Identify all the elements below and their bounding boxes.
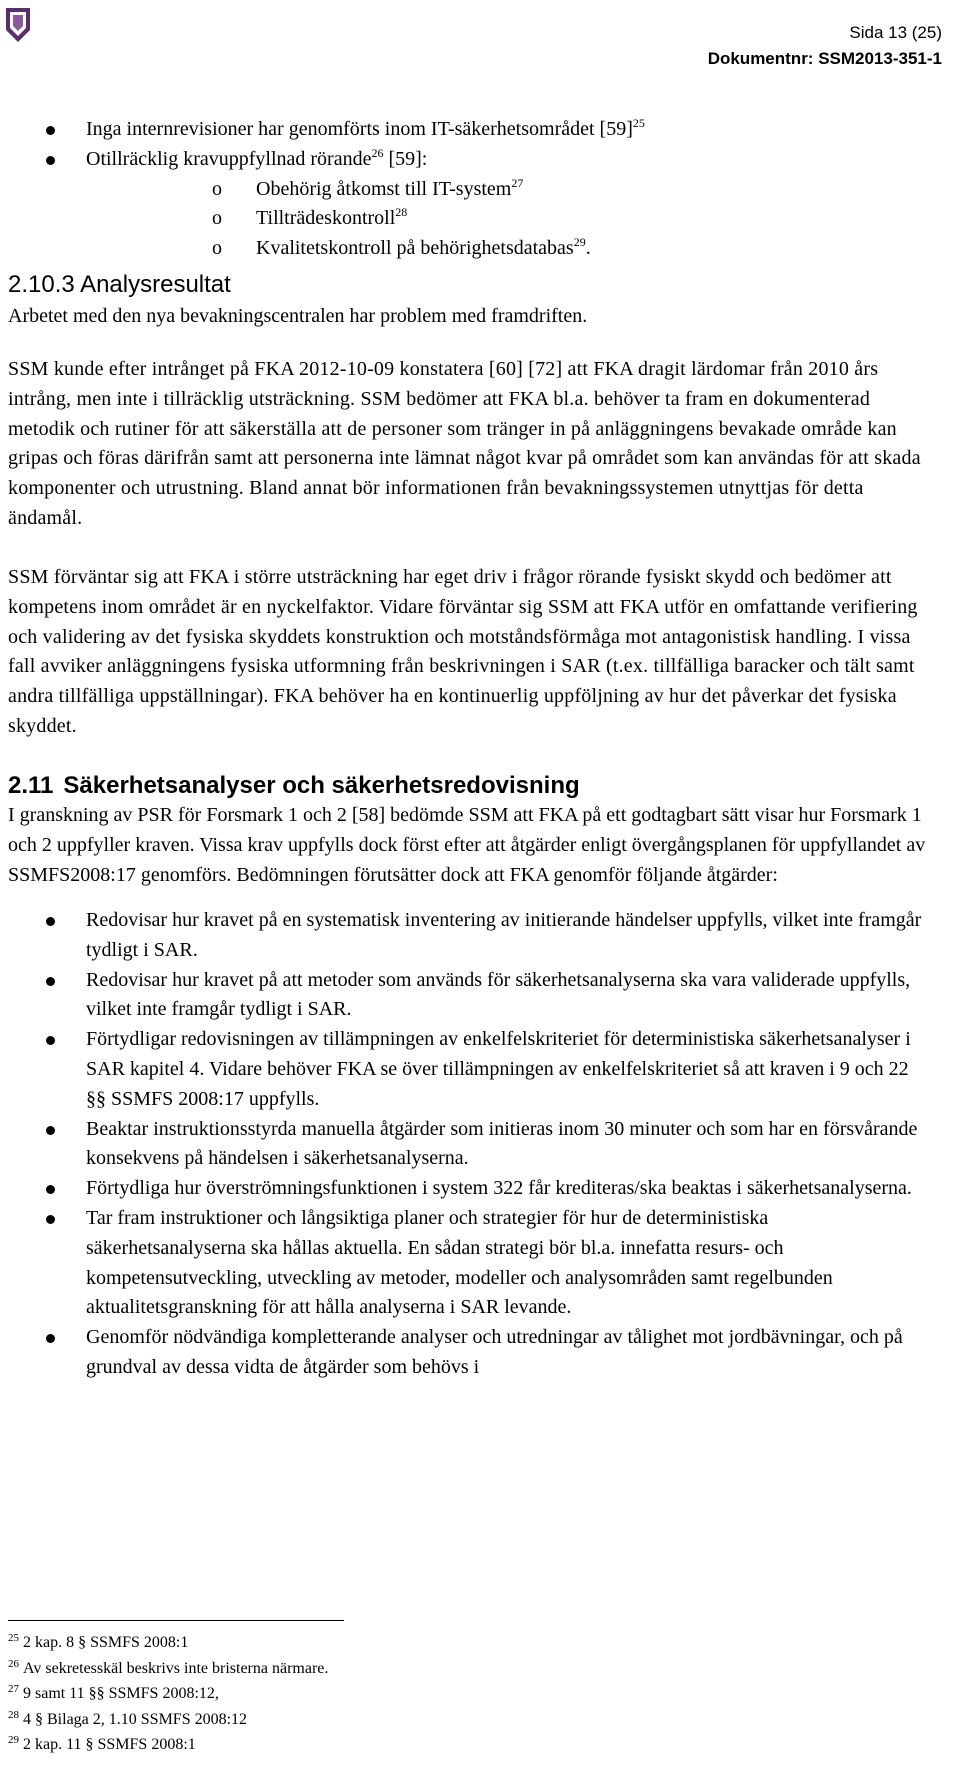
list-item: Beaktar instruktionsstyrda manuella åtgärder som initieras inom 30 minuter och som har en försvårande konsekvens på händelsen i säkerhetsanalyserna. bbox=[0, 1115, 930, 1175]
paragraph: I granskning av PSR för Forsmark 1 och 2 [58] bedömde SSM att FKA på ett godtagbart sätt visar hur Forsmark 1 och 2 uppfyller kraven. Vissa krav uppfylls dock först efter att åtgärder enligt övergångsplanen för uppfyllandet av SSMFS2008:17 genomförs. Bedömningen förutsätter dock att FKA genomför följande åtgärder: bbox=[8, 804, 926, 886]
list-item: Förtydligar redovisningen av tillämpningen av enkelfelskriteriet för deterministiska säkerhetsanalyser i SAR kapitel 4. Vidare behöver FKA se över tillämpningen av enkelfelskriteriet så att kraven i 9 och 22 §§ SSMFS 2008:17 uppfylls. bbox=[0, 1025, 930, 1114]
bullet-icon bbox=[46, 156, 55, 165]
circle-bullet-icon: o bbox=[212, 207, 222, 230]
footnote: $^{28}$ 4 § Bilaga 2, 1.10 SSMFS 2008:12 bbox=[8, 1708, 248, 1728]
bullet-icon bbox=[46, 1334, 55, 1343]
footnote: $^{27}$ 9 samt 11 §§ SSMFS 2008:12, bbox=[8, 1683, 219, 1703]
bullet-icon bbox=[46, 917, 55, 926]
document-number: Dokumentnr: SSM2013-351-1 bbox=[707, 49, 942, 68]
bullet-icon bbox=[46, 1185, 55, 1194]
list-item: Tar fram instruktioner och långsiktiga planer och strategier för hur de deterministiska säkerhetsanalyserna ska hållas aktuella. En sådan strategi bör bl.a. innefatta resurs- och kompetensutveckling, utveckling av metoder, modeller och analysområden samt regelbunden aktualitetsgranskning för att hålla analyserna i SAR levande. bbox=[0, 1204, 930, 1323]
page-header bbox=[708, 20, 942, 72]
circle-bullet-icon: o bbox=[212, 177, 222, 200]
paragraph: Arbetet med den nya bevakningscentralen har problem med framdriften. bbox=[8, 305, 588, 327]
paragraph: SSM förväntar sig att FKA i större utsträckning har eget driv i frågor rörande fysiskt skydd och bedömer att kompetens inom området är en nyckelfaktor. Vidare förväntar sig SSM att FKA utför en omfattande verifiering och validering av det fysiska skyddets konstruktion och motståndsförmåga mot antagonistisk handling. I vissa fall avviker anläggningens fysiska utformning från beskrivningen i SAR (t.ex. tillfälliga baracker och tält samt andra tillfälliga uppställningar). FKA behöver ha en kontinuerlig uppföljning av hur det påverkar det fysiska skyddet. bbox=[8, 566, 918, 737]
section-heading-2-10-3: 2.10.3 Analysresultat bbox=[8, 271, 231, 298]
list-item: Förtydliga hur överströmningsfunktionen i system 322 får krediteras/ska beaktas i säkerhetsanalyserna. bbox=[0, 1174, 930, 1204]
bullet-icon bbox=[46, 977, 55, 986]
circle-bullet-icon: o bbox=[212, 237, 222, 260]
list-item: Inga internrevisioner har genomförts inom IT-säkerhetsområdet $[59]^{25}$ bbox=[0, 115, 940, 145]
paragraph: SSM kunde efter intrånget på FKA 2012-10-09 konstatera [60] [72] att FKA dragit lärdomar från 2010 års intrång, men inte i tillräcklig utsträckning. SSM bedömer att FKA bl.a. behöver ta fram en dokumenterad metodik och rutiner för att säkerställa att de personer som tränger in på anläggningens bevakade område kan gripas och föras därifrån samt att personerna inte lämnat något kvar på området som kan användas för att skada komponenter och utrustning. Bland annat bör informationen från bevakningssystemen utnyttjas för detta ändamål. bbox=[8, 358, 921, 529]
footnotes bbox=[8, 1630, 908, 1758]
bullet-icon bbox=[46, 126, 55, 135]
sub-list-item: o Tillträdeskontroll$^{28}$ bbox=[86, 204, 940, 234]
list-item: Otillräcklig kravuppfyllnad rörande$^{26}$ [59]: o Obehörig åtkomst till IT-system$^{27}$ o Tillträdeskontroll$^{28}$ o Kvalitetskontroll på behörighetsdatabas$^{29}$. bbox=[0, 145, 940, 264]
requirements-bullet-list bbox=[0, 906, 930, 1383]
ssm-logo-icon bbox=[4, 4, 32, 44]
footnote: $^{26}$ Av sekretesskäl beskrivs inte bristerna närmare. bbox=[8, 1657, 329, 1677]
sub-list-item: o Obehörig åtkomst till IT-system$^{27}$ bbox=[86, 175, 940, 205]
top-bullet-list bbox=[0, 115, 940, 264]
section-heading-2-11: 2.11 Säkerhetsanalyser och säkerhetsredovisning bbox=[8, 772, 580, 799]
page-number: Sida 13 (25) bbox=[849, 23, 942, 42]
list-item: Redovisar hur kravet på att metoder som används för säkerhetsanalyserna ska vara validerade uppfylls, vilket inte framgår tydligt i SAR. bbox=[0, 966, 930, 1026]
list-item: Redovisar hur kravet på en systematisk inventering av initierande händelser uppfylls, vilket inte framgår tydligt i SAR. bbox=[0, 906, 930, 966]
footnote: $^{25}$ 2 kap. 8 § SSMFS 2008:1 bbox=[8, 1632, 189, 1651]
bullet-icon bbox=[46, 1126, 55, 1135]
bullet-icon bbox=[46, 1036, 55, 1045]
list-item: Genomför nödvändiga kompletterande analyser och utredningar av tålighet mot jordbävningar, och på grundval av dessa vidta de åtgärder som behövs i bbox=[0, 1323, 930, 1383]
bullet-icon bbox=[46, 1215, 55, 1224]
sub-list bbox=[86, 175, 940, 264]
footnote: $^{29}$ 2 kap. 11 § SSMFS 2008:1 bbox=[8, 1734, 196, 1754]
footnote-divider bbox=[8, 1620, 344, 1621]
sub-list-item: o Kvalitetskontroll på behörighetsdatabas$^{29}$. bbox=[86, 234, 940, 264]
